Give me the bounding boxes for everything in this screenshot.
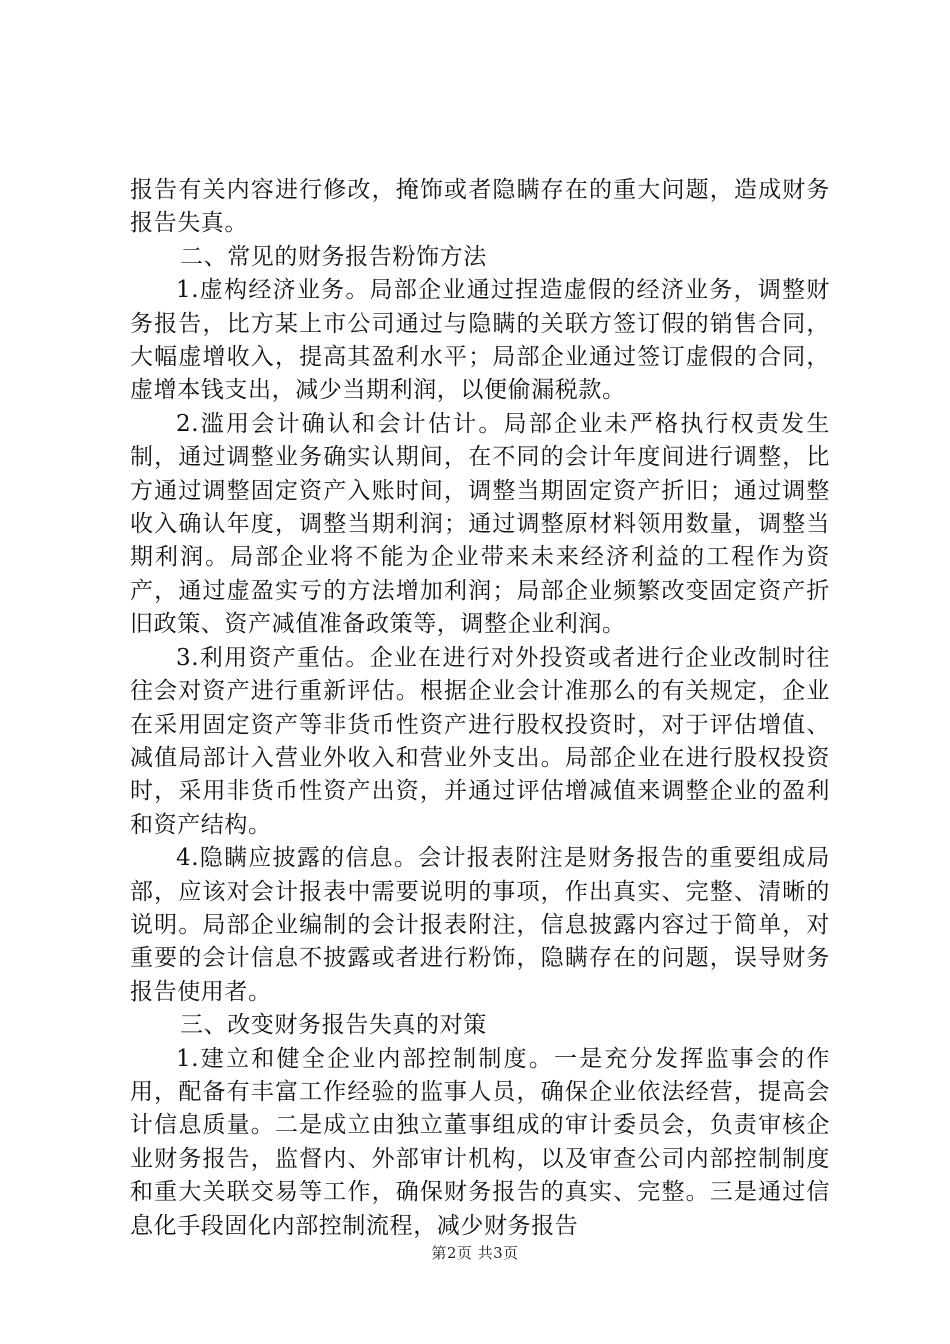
- paragraph-item-1: 1.虚构经济业务。局部企业通过捏造虚假的经济业务，调整财务报告，比方某上市公司通过与隐瞒的关联方签订假的销售合同，大幅虚增收入，提高其盈利水平；局部企业通过签订虚假的合同，虚增本钱支出，减少当期利润，以便偷漏税款。: [130, 277, 830, 404]
- paragraph-item-4: 4.隐瞒应披露的信息。会计报表附注是财务报告的重要组成局部，应该对会计报表中需要说明的事项，作出真实、完整、清晰的说明。局部企业编制的会计报表附注，信息披露内容过于简单，对重要的会计信息不披露或者进行粉饰，隐瞒存在的问题，误导财务报告使用者。: [130, 845, 830, 1005]
- page-footer: 第2页 共3页: [431, 1244, 519, 1262]
- document-body: [130, 174, 830, 1243]
- section-heading-3: 三、改变财务报告失真的对策: [180, 1012, 487, 1039]
- section-heading-2: 二、常见的财务报告粉饰方法: [180, 243, 487, 270]
- paragraph-continued: 报告有关内容进行修改，掩饰或者隐瞒存在的重大问题，造成财务报告失真。: [130, 177, 830, 237]
- paragraph-item-2: 2.滥用会计确认和会计估计。局部企业未严格执行权责发生制，通过调整业务确实认期间，在不同的会计年度间进行调整，比方通过调整固定资产入账时间，调整当期固定资产折旧；通过调整收入确认年度，调整当期利润；通过调整原材料领用数量，调整当期利润。局部企业将不能为企业带来未来经济利益的工程作为资产，通过虚盈实亏的方法增加利润；局部企业频繁改变固定资产折旧政策、资产减值准备政策等，调整企业利润。: [130, 410, 830, 638]
- paragraph-measure-1: 1.建立和健全企业内部控制制度。一是充分发挥监事会的作用，配备有丰富工作经验的监事人员，确保企业依法经营，提高会计信息质量。二是成立由独立董事组成的审计委员会，负责审核企业财务报告，监督内、外部审计机构，以及审查公司内部控制制度和重大关联交易等工作，确保财务报告的真实、完整。三是通过信息化手段固化内部控制流程，减少财务报告: [130, 1045, 830, 1239]
- paragraph-item-3: 3.利用资产重估。企业在进行对外投资或者进行企业改制时往往会对资产进行重新评估。根据企业会计准那么的有关规定，企业在采用固定资产等非货币性资产进行股权投资时，对于评估增值、减值局部计入营业外收入和营业外支出。局部企业在进行股权投资时，采用非货币性资产出资，并通过评估增减值来调整企业的盈利和资产结构。: [130, 644, 830, 838]
